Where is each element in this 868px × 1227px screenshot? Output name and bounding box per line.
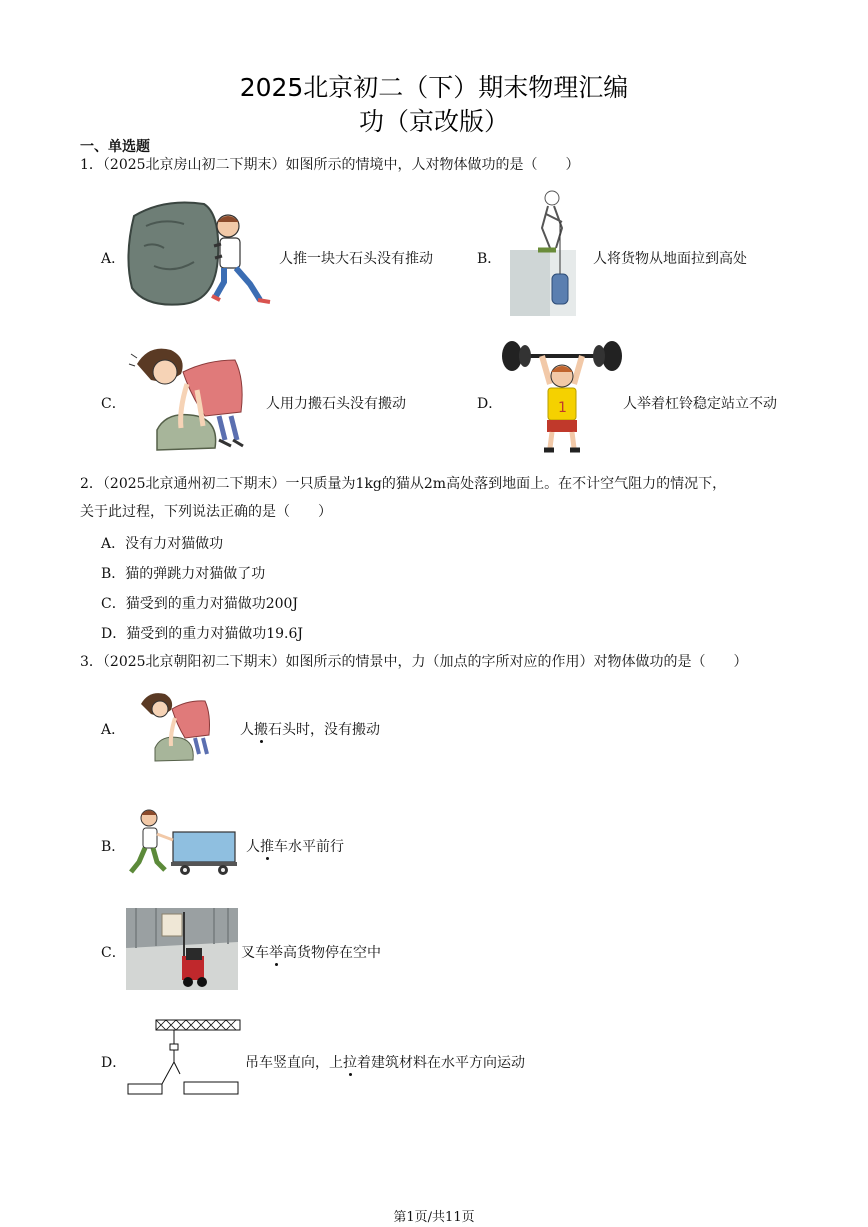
q3-option-d-post: 着建筑材料在水平方向运动 — [357, 1055, 525, 1071]
q1-option-b-text: 人将货物从地面拉到高处 — [593, 251, 747, 267]
q3-option-b-post: 车水平前行 — [274, 839, 344, 855]
q3-option-c-text — [241, 942, 381, 962]
q3-option-d-text — [245, 1052, 525, 1072]
q1-option-b-label: B． — [477, 251, 502, 267]
boulder-push-illustration — [124, 196, 282, 308]
q1-option-a-text: 人推一块大石头没有推动 — [279, 251, 433, 267]
lifting-stone-small-illustration — [135, 688, 215, 764]
q2-option-d: D．猫受到的重力对猫做功19.6J — [101, 626, 304, 642]
forklift-photo — [126, 908, 238, 990]
document-title: 2025北京初二（下）期末物理汇编 — [239, 73, 629, 102]
q3-option-b-pre: 人 — [246, 839, 260, 855]
document-subtitle: 功（京改版） — [358, 107, 509, 136]
q3-option-d-pre: 吊车竖直向，上 — [245, 1055, 343, 1071]
q2-option-c: C．猫受到的重力对猫做功200J — [101, 596, 299, 612]
q3-option-d-emphasis: 拉 — [343, 1052, 357, 1072]
q3-option-a-text — [240, 719, 380, 739]
q1-option-a-label: A． — [101, 251, 126, 267]
q1-option-c-label: C． — [101, 396, 126, 412]
q2-option-b: B．猫的弹跳力对猫做了功 — [101, 566, 266, 582]
q1-option-d-label: D． — [477, 396, 503, 412]
q1-option-d-text: 人举着杠铃稳定站立不动 — [623, 396, 777, 412]
lifting-stone-illustration — [127, 340, 251, 456]
question-1-stem: 1．（2025北京房山初二下期末）如图所示的情境中，人对物体做功的是（ ） — [80, 157, 580, 173]
q3-option-b-text — [246, 836, 344, 856]
pulling-cargo-illustration — [510, 188, 580, 316]
q3-option-a-emphasis: 搬 — [254, 719, 268, 739]
q3-option-c-emphasis: 举 — [269, 942, 283, 962]
q3-option-b-label: B． — [101, 839, 126, 855]
section-heading: 一、单选题 — [80, 139, 150, 155]
q3-option-c-label: C． — [101, 945, 126, 961]
crane-diagram — [126, 1018, 242, 1098]
q3-option-c-pre: 叉车 — [241, 945, 269, 961]
question-3-stem: 3．（2025北京朝阳初二下期末）如图所示的情景中，力（加点的字所对应的作用）对物体做功的是（ ） — [80, 654, 748, 670]
q3-option-b-emphasis: 推 — [260, 836, 274, 856]
page-footer: 第1页/共11页 — [393, 1210, 475, 1225]
q3-option-a-label: A． — [101, 722, 126, 738]
barbell-illustration — [500, 338, 624, 458]
question-2-stem-line-1: 2．（2025北京通州初二下期末）一只质量为1kg的猫从2m高处落到地面上。在不计空气阻力的情况下， — [80, 476, 727, 492]
pushing-cart-illustration — [127, 806, 243, 878]
question-2-stem-line-2: 关于此过程，下列说法正确的是（ ） — [80, 504, 332, 520]
jersey-number: 1 — [558, 400, 567, 416]
q3-option-a-pre: 人 — [240, 722, 254, 738]
q2-option-a: A．没有力对猫做功 — [101, 536, 224, 552]
q3-option-d-label: D． — [101, 1055, 127, 1071]
q1-option-c-text: 人用力搬石头没有搬动 — [266, 396, 406, 412]
q3-option-c-post: 高货物停在空中 — [283, 945, 381, 961]
q3-option-a-post: 石头时，没有搬动 — [268, 722, 380, 738]
